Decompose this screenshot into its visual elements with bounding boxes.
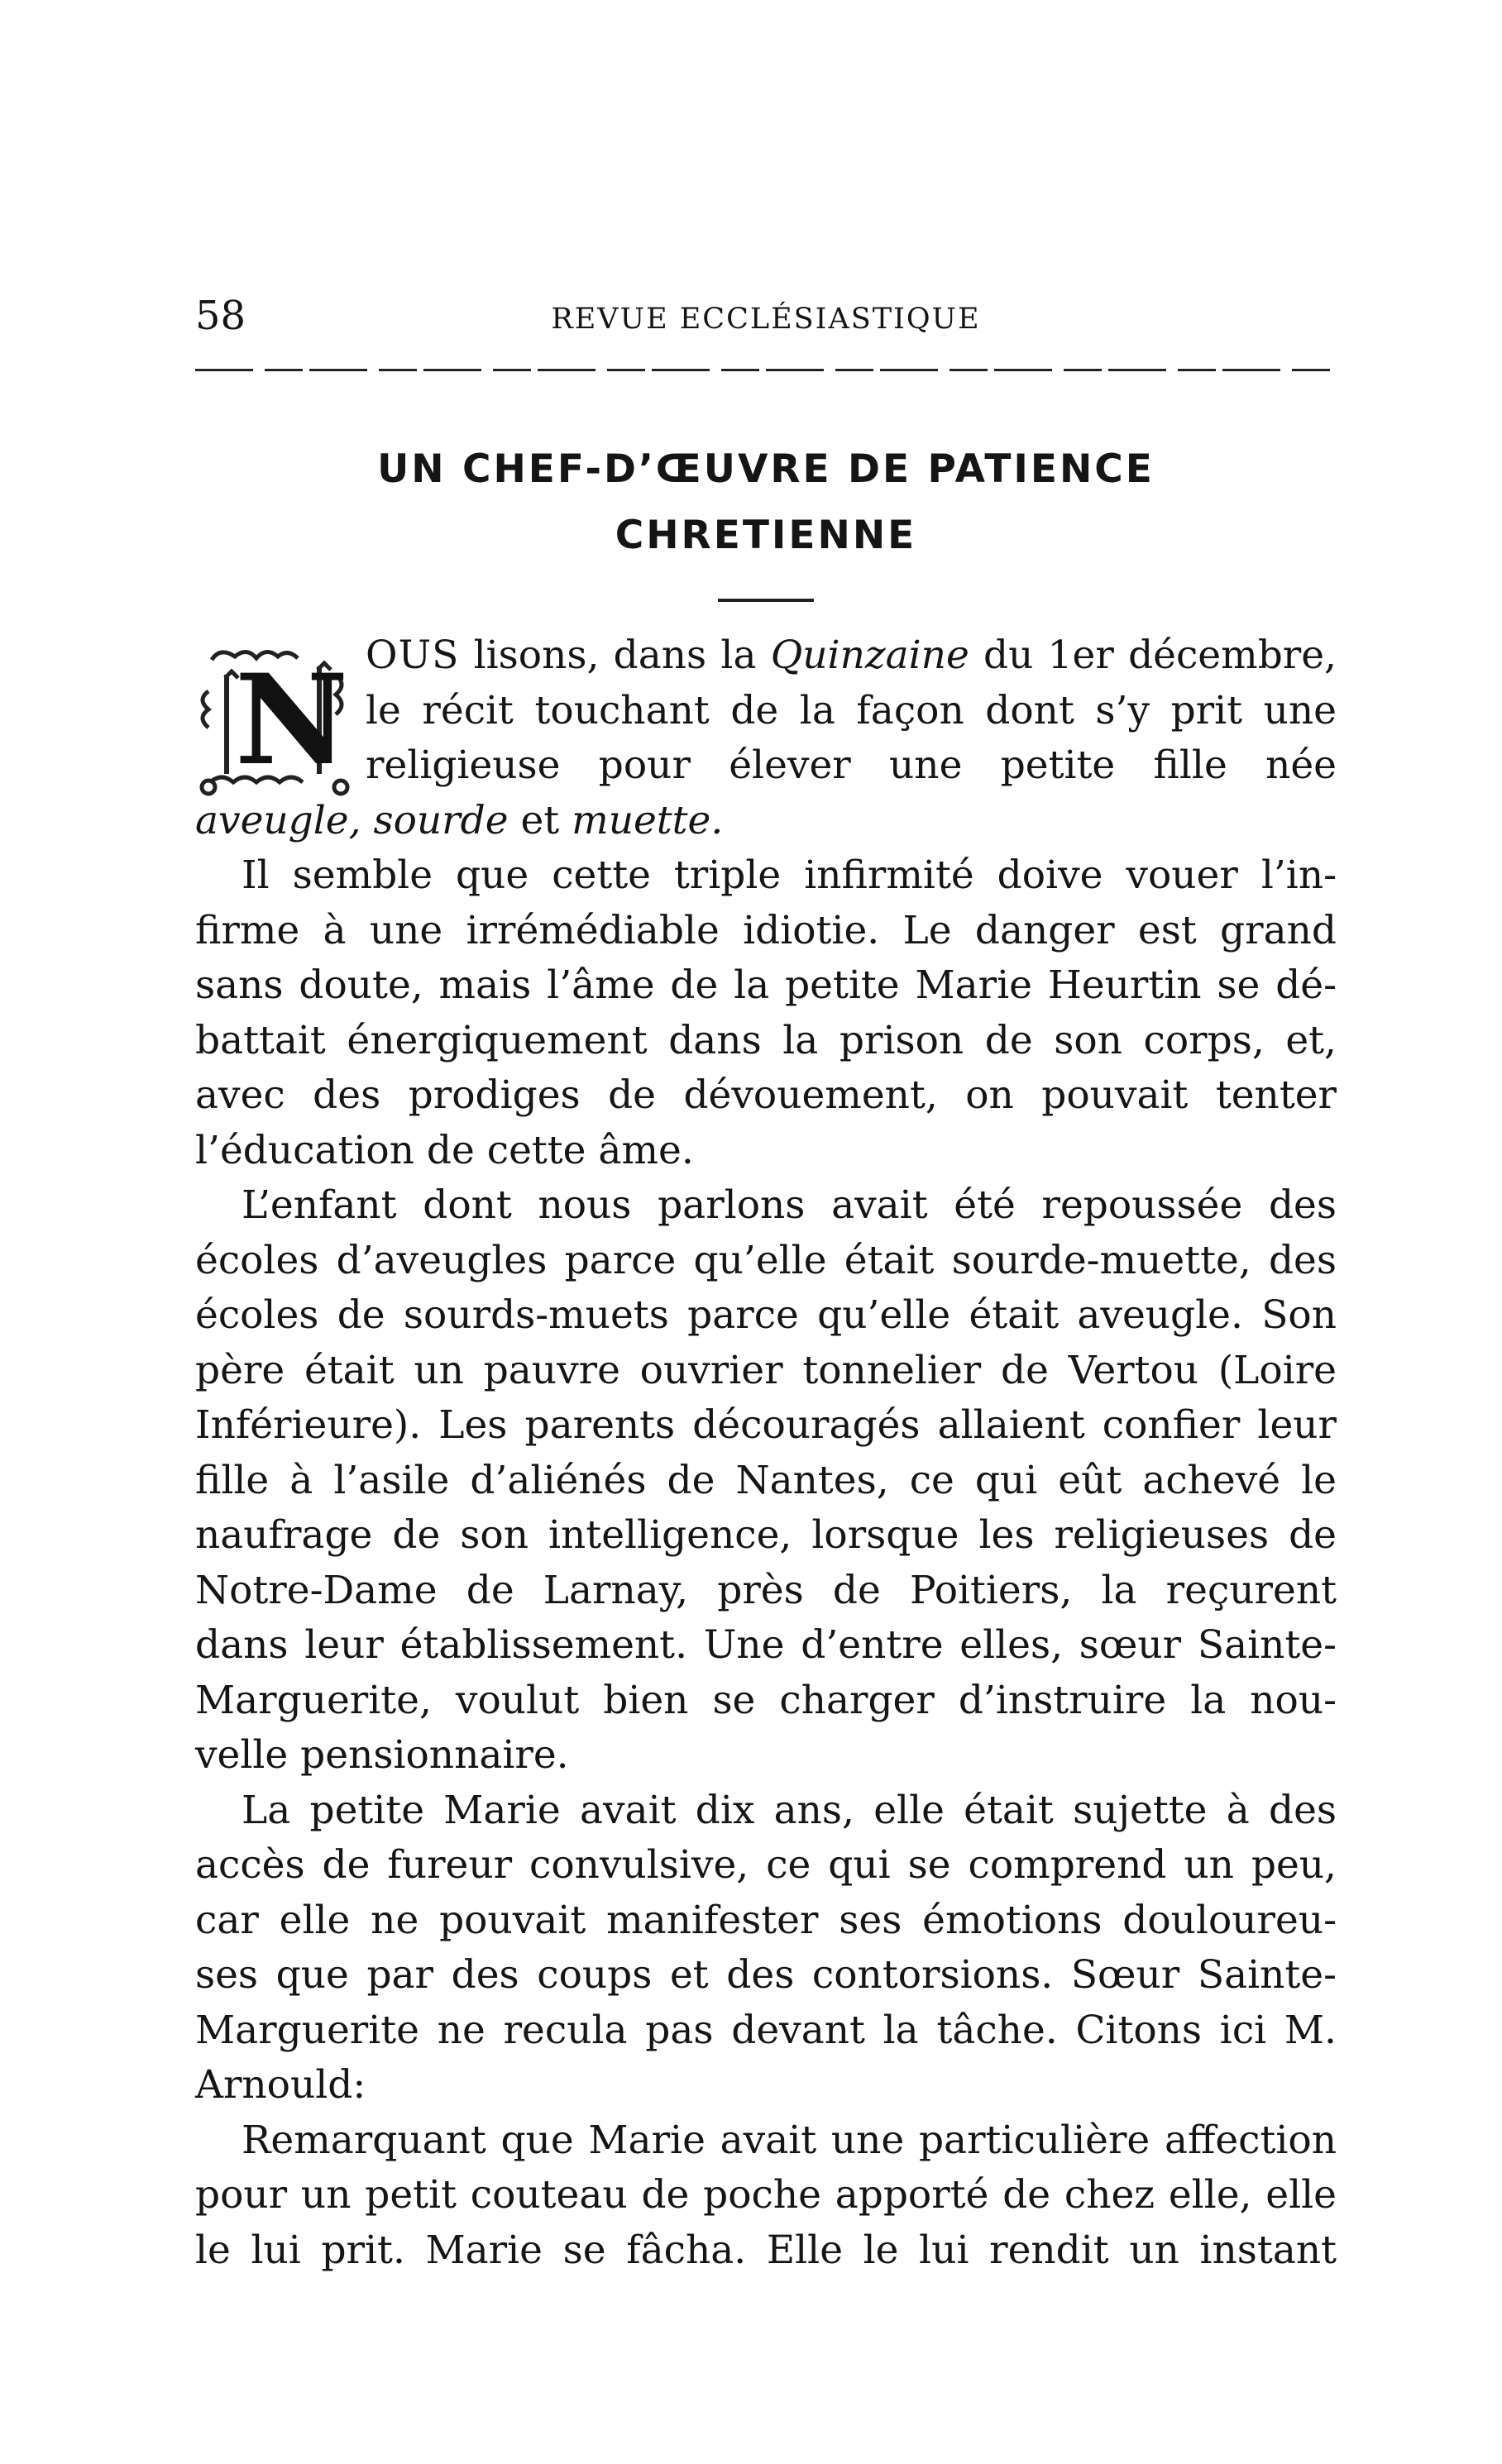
- article-title: [195, 437, 1337, 569]
- text-line: La petite Marie avait dix ans, elle était sujette à des: [242, 1787, 1337, 1833]
- text-line: sans doute, mais l’âme de la petite Marie Heurtin se dé-: [195, 962, 1337, 1008]
- text-line: Il semble que cette triple infirmité doive vouer l’in-: [242, 852, 1337, 898]
- text-line: velle pensionnaire.: [195, 1732, 569, 1778]
- journal-title: Quinzaine: [770, 633, 969, 678]
- text-line: car elle ne pouvait manifester ses émotions douloureu-: [195, 1897, 1337, 1943]
- text-line: fille à l’asile d’aliénés de Nantes, ce qui eût achevé le: [195, 1457, 1337, 1503]
- text-line: battait énergiquement dans la prison de son corps, et,: [195, 1017, 1337, 1063]
- running-head: [195, 291, 1337, 341]
- italic-text: aveugle, sourde: [195, 797, 509, 843]
- title-rule: [718, 599, 814, 602]
- page-number: 58: [195, 293, 246, 339]
- text-span: du 1er décembre,: [969, 633, 1337, 678]
- article-body: [195, 628, 1337, 2278]
- text-line: Notre-Dame de Larnay, près de Poitiers, la reçurent: [195, 1567, 1337, 1613]
- text-line: Remarquant que Marie avait une particulière affection: [242, 2117, 1337, 2163]
- text-span: lisons, dans la: [459, 633, 771, 678]
- text-line: écoles de sourds-muets parce qu’elle était aveugle. Son: [195, 1292, 1337, 1338]
- text-line: l’éducation de cette âme.: [195, 1127, 694, 1173]
- text-line: [195, 794, 1337, 849]
- text-span: et: [508, 797, 572, 843]
- text-line: pour un petit couteau de poche apporté de chez elle, elle: [195, 2172, 1337, 2218]
- text-line: L’enfant dont nous parlons avait été repoussée des: [242, 1182, 1337, 1228]
- text-line: Inférieure). Les parents découragés allaient confier leur: [195, 1402, 1337, 1448]
- title-line-2: CHRETIENNE: [615, 513, 917, 558]
- text-line: le récit touchant de la façon dont s’y prit une: [366, 687, 1337, 733]
- title-line-1: UN CHEF-D’ŒUVRE DE PATIENCE: [377, 446, 1155, 492]
- text-line: firme à une irrémédiable idiotie. Le danger est grand: [195, 907, 1337, 953]
- text-line: dans leur établissement. Une d’entre elles, sœur Sainte-: [195, 1622, 1337, 1668]
- text-line: Marguerite, voulut bien se charger d’instruire la nou-: [195, 1677, 1337, 1723]
- ornamental-drop-cap: [195, 642, 361, 799]
- running-title: REVUE ECCLÉSIASTIQUE: [551, 303, 981, 336]
- header-rule: [195, 369, 1337, 371]
- text-line: père était un pauvre ouvrier tonnelier de Vertou (Loire: [195, 1347, 1337, 1393]
- text-line: ses que par des coups et des contorsions. Sœur Sainte-: [195, 1952, 1337, 1998]
- drop-cap-letter: N: [235, 647, 349, 793]
- italic-text: muette.: [572, 797, 724, 843]
- first-word: OUS: [366, 633, 460, 678]
- text-line: Arnould:: [195, 2062, 366, 2108]
- text-line: accès de fureur convulsive, ce qui se comprend un peu,: [195, 1842, 1337, 1888]
- text-line: écoles d’aveugles parce qu’elle était sourde-muette, des: [195, 1237, 1337, 1283]
- text-line: le lui prit. Marie se fâcha. Elle le lui rendit un instant: [195, 2227, 1337, 2273]
- text-line: Marguerite ne recula pas devant la tâche. Citons ici M.: [195, 2007, 1337, 2053]
- text-line: naufrage de son intelligence, lorsque les religieuses de: [195, 1512, 1337, 1558]
- text-line: religieuse pour élever une petite fille née: [366, 743, 1337, 788]
- text-line: [366, 628, 1337, 684]
- text-line: avec des prodiges de dévouement, on pouvait tenter: [195, 1072, 1337, 1118]
